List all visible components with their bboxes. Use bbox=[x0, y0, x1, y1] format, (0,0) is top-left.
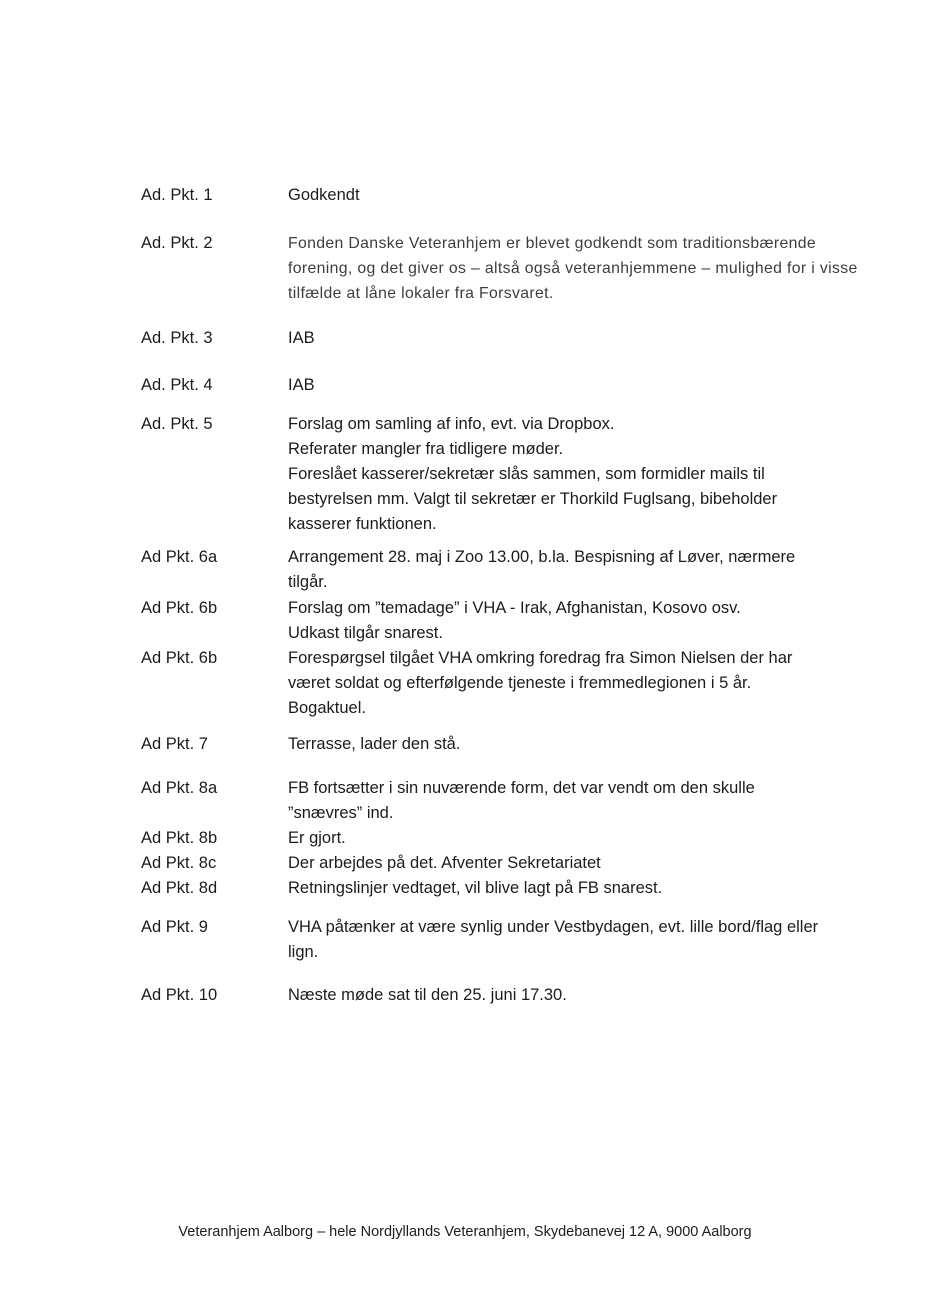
item-label: Ad Pkt. 8b bbox=[141, 829, 218, 847]
minutes-row bbox=[141, 876, 871, 901]
minutes-row bbox=[141, 596, 871, 646]
item-text-line: Godkendt bbox=[288, 186, 360, 204]
item-text-line: forening, og det giver os – altså også veteranhjemmene – mulighed for i visse bbox=[288, 260, 858, 277]
item-text-line: Bogaktuel. bbox=[288, 699, 366, 717]
item-body bbox=[288, 326, 871, 351]
item-text-line: Forslag om samling af info, evt. via Dropbox. bbox=[288, 415, 615, 433]
minutes-row bbox=[141, 646, 871, 721]
item-label: Ad Pkt. 6a bbox=[141, 548, 218, 566]
item-body bbox=[288, 545, 871, 595]
minutes-row bbox=[141, 826, 871, 851]
item-body bbox=[288, 183, 871, 208]
item-body bbox=[288, 851, 871, 876]
minutes-list bbox=[141, 183, 871, 1008]
item-text-line: Terrasse, lader den stå. bbox=[288, 735, 461, 753]
item-text-line: Er gjort. bbox=[288, 829, 346, 847]
item-body bbox=[288, 776, 871, 826]
item-text-line: IAB bbox=[288, 376, 315, 394]
item-body bbox=[288, 596, 871, 646]
item-text-line: Næste møde sat til den 25. juni 17.30. bbox=[288, 986, 567, 1004]
item-text-line: Foreslået kasserer/sekretær slås sammen, som formidler mails til bbox=[288, 465, 765, 483]
minutes-row bbox=[141, 373, 871, 398]
item-label: Ad Pkt. 6b bbox=[141, 649, 218, 667]
item-text-line: bestyrelsen mm. Valgt til sekretær er Thorkild Fuglsang, bibeholder bbox=[288, 490, 778, 508]
item-body bbox=[288, 826, 871, 851]
minutes-row bbox=[141, 326, 871, 351]
minutes-row bbox=[141, 412, 871, 537]
minutes-row bbox=[141, 231, 871, 306]
item-text-line: lign. bbox=[288, 943, 319, 961]
item-text-line: Forespørgsel tilgået VHA omkring foredrag fra Simon Nielsen der har bbox=[288, 649, 793, 667]
item-text-line: tilgår. bbox=[288, 573, 328, 591]
item-text-line: Referater mangler fra tidligere møder. bbox=[288, 440, 564, 458]
item-label: Ad Pkt. 7 bbox=[141, 735, 208, 753]
item-text-line: været soldat og efterfølgende tjeneste i fremmedlegionen i 5 år. bbox=[288, 674, 752, 692]
item-body bbox=[288, 915, 871, 965]
item-label: Ad. Pkt. 1 bbox=[141, 186, 213, 204]
item-text-line: VHA påtænker at være synlig under Vestbydagen, evt. lille bord/flag eller bbox=[288, 918, 819, 936]
minutes-row bbox=[141, 983, 871, 1008]
item-label: Ad. Pkt. 5 bbox=[141, 415, 213, 433]
item-text-line: Arrangement 28. maj i Zoo 13.00, b.la. Bespisning af Løver, nærmere bbox=[288, 548, 796, 566]
item-body bbox=[288, 412, 871, 537]
item-body bbox=[288, 876, 871, 901]
item-text-line: Forslag om ”temadage” i VHA - Irak, Afghanistan, Kosovo osv. bbox=[288, 599, 741, 617]
minutes-row bbox=[141, 183, 871, 208]
item-label: Ad Pkt. 8d bbox=[141, 879, 218, 897]
item-label: Ad. Pkt. 2 bbox=[141, 234, 213, 252]
minutes-row bbox=[141, 545, 871, 595]
item-body bbox=[288, 231, 871, 306]
minutes-row bbox=[141, 915, 871, 965]
item-text-line: Der arbejdes på det. Afventer Sekretariatet bbox=[288, 854, 601, 872]
item-text-line: Fonden Danske Veteranhjem er blevet godkendt som traditionsbærende bbox=[288, 235, 817, 252]
item-body bbox=[288, 732, 871, 757]
item-label: Ad. Pkt. 4 bbox=[141, 376, 213, 394]
item-label: Ad Pkt. 9 bbox=[141, 918, 208, 936]
item-label: Ad Pkt. 8a bbox=[141, 779, 218, 797]
item-body bbox=[288, 983, 871, 1008]
item-text-line: ”snævres” ind. bbox=[288, 804, 394, 822]
item-text-line: FB fortsætter i sin nuværende form, det var vendt om den skulle bbox=[288, 779, 755, 797]
minutes-row bbox=[141, 776, 871, 826]
item-text-line: tilfælde at låne lokaler fra Forsvaret. bbox=[288, 285, 554, 302]
item-text-line: Udkast tilgår snarest. bbox=[288, 624, 443, 642]
item-text-line: Retningslinjer vedtaget, vil blive lagt på FB snarest. bbox=[288, 879, 663, 897]
item-text-line: IAB bbox=[288, 329, 315, 347]
item-text-line: kasserer funktionen. bbox=[288, 515, 437, 533]
page-footer: Veteranhjem Aalborg – hele Nordjyllands Veteranhjem, Skydebanevej 12 A, 9000 Aalborg bbox=[178, 1224, 752, 1240]
item-body bbox=[288, 373, 871, 398]
minutes-row bbox=[141, 732, 871, 757]
item-label: Ad Pkt. 10 bbox=[141, 986, 218, 1004]
item-body bbox=[288, 646, 871, 721]
item-label: Ad Pkt. 6b bbox=[141, 599, 218, 617]
item-label: Ad Pkt. 8c bbox=[141, 854, 217, 872]
minutes-row bbox=[141, 851, 871, 876]
item-label: Ad. Pkt. 3 bbox=[141, 329, 213, 347]
